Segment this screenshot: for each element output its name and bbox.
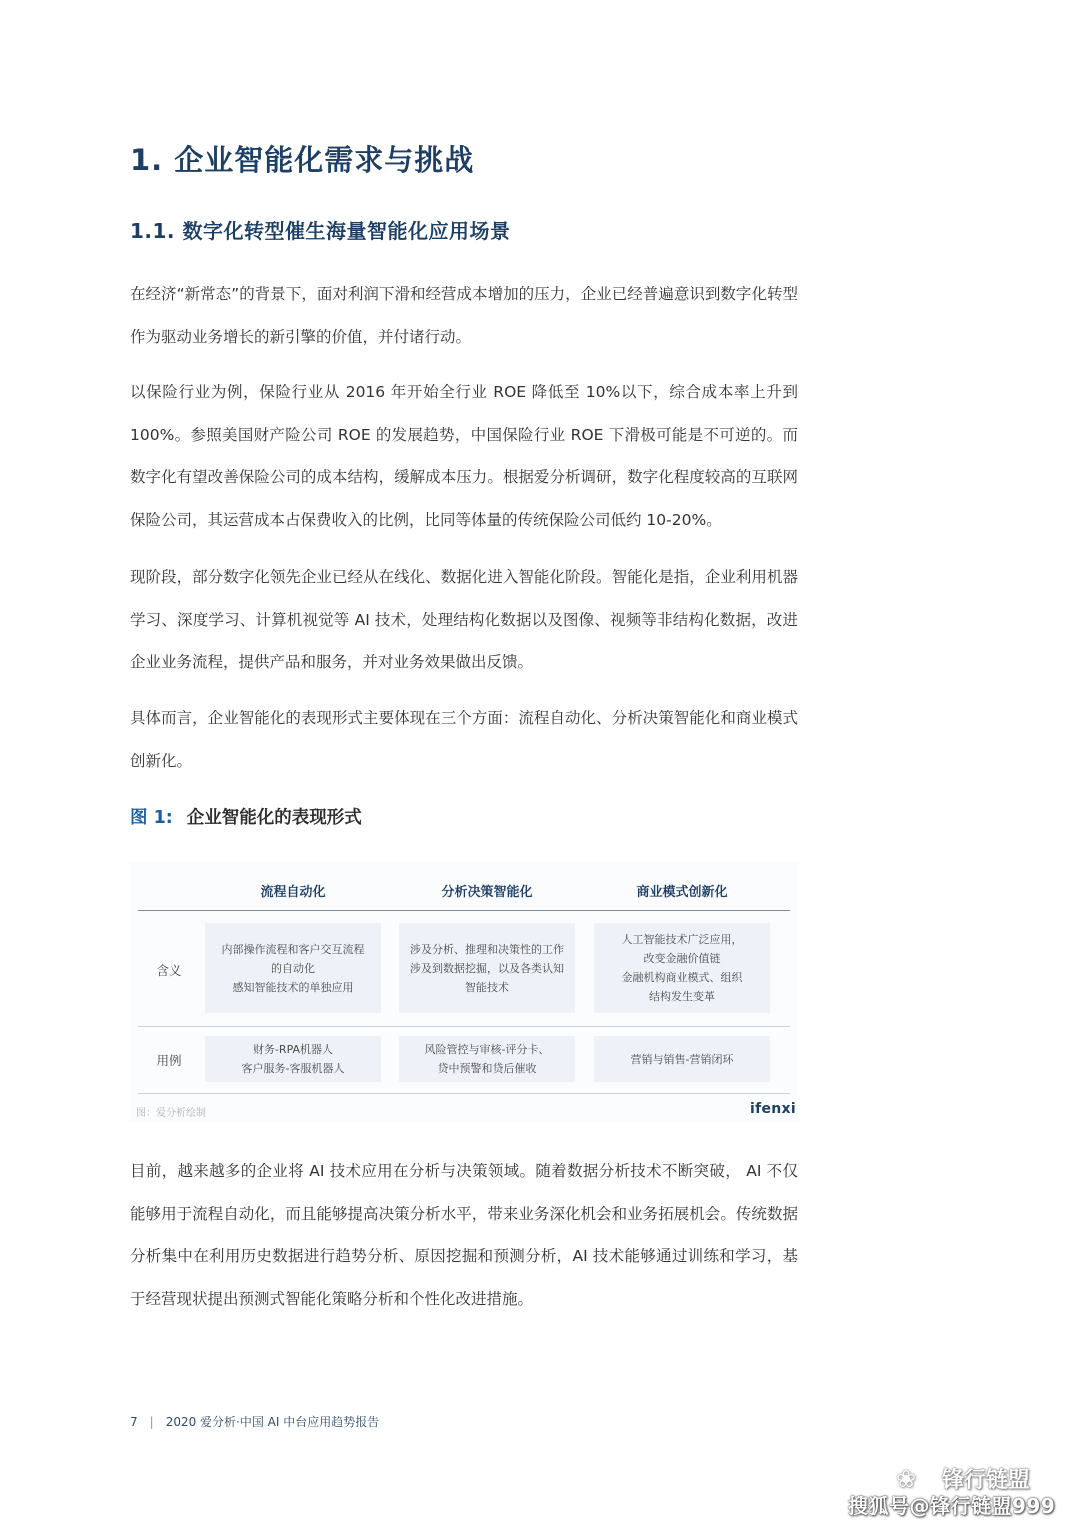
report-title: 2020 爱分析·中国 AI 中台应用趋势报告: [165, 1415, 380, 1429]
page-number: 7: [130, 1415, 138, 1429]
bottom-divider: [138, 1093, 790, 1094]
figure-table: [130, 862, 798, 1122]
row-divider: [138, 1026, 790, 1027]
watermark-account: 锋行链盟: [942, 1468, 1031, 1493]
row-label-use-case: 用例: [156, 1053, 182, 1068]
column-header-decision-intelligence: 分析决策智能化: [441, 885, 533, 900]
cell-meaning-business: 人工智能技术广泛应用， 改变金融价值链 金融机构商业模式、组织 结构发生变革: [594, 923, 770, 1013]
cell-meaning-process: 内部操作流程和客户交互流程 的自动化 感知智能技术的单独应用: [205, 923, 381, 1013]
watermark-source: 搜狐号@锋行链盟999: [848, 1494, 1056, 1518]
footer-separator: |: [149, 1415, 154, 1429]
header-divider: [138, 910, 790, 911]
figure-number: 图 1:: [130, 808, 173, 828]
cell-usecase-decision: 风险管控与审核-评分卡、 贷中预警和贷后催收: [399, 1036, 575, 1082]
subsection-heading: 1.1. 数字化转型催生海量智能化应用场景: [130, 219, 511, 243]
page-footer: [130, 1413, 379, 1430]
paragraph-digital-transformation: 在经济“新常态”的背景下，面对利润下滑和经营成本增加的压力，企业已经普遍意识到数字化转型作为驱动业务增长的新引擎的价值，并付诸行动。: [130, 285, 798, 346]
figure-source: 图：爱分析绘制: [136, 1108, 206, 1119]
cell-usecase-process: 财务-RPA机器人 客户服务-客服机器人: [205, 1036, 381, 1082]
column-header-process-automation: 流程自动化: [260, 885, 326, 900]
figure-caption: [130, 804, 362, 829]
paragraph-insurance-example: 以保险行业为例，保险行业从 2016 年开始全行业 ROE 降低至 10%以下，综合成本率上升到 100%。参照美国财产险公司 ROE 的发展趋势，中国保险行业 ROE 下滑极可能是不可逆的。而数字化有望改善保险公司的成本结构，缓解成本压力。根据爱分析调研，数字化程度较高的互联网保险公司，其运营成本占保费收入的比例，比同等体量的传统保险公司低约 10-20%。: [130, 383, 798, 529]
paragraph-intelligence-stage: 现阶段，部分数字化领先企业已经从在线化、数据化进入智能化阶段。智能化是指，企业利用机器学习、深度学习、计算机视觉等 AI 技术，处理结构化数据以及图像、视频等非结构化数据，改进企业业务流程，提供产品和服务，并对业务效果做出反馈。: [130, 568, 798, 671]
column-header-business-model-innovation: 商业模式创新化: [636, 885, 728, 900]
ifenxi-logo: ifenxi: [750, 1101, 796, 1117]
figure-title: 企业智能化的表现形式: [186, 808, 362, 828]
cell-usecase-business: 营销与销售-营销闭环: [594, 1036, 770, 1082]
paragraph-ai-decision: 目前，越来越多的企业将 AI 技术应用在分析与决策领域。随着数据分析技术不断突破， AI 不仅能够用于流程自动化，而且能够提高决策分析水平，带来业务深化机会和业务拓展机会。传统数据分析集中在利用历史数据进行趋势分析、原因挖掘和预测分析，AI 技术能够通过训练和学习，基于经营现状提出预测式智能化策略分析和个性化改进措施。: [130, 1162, 798, 1308]
cell-meaning-decision: 涉及分析、推理和决策性的工作 涉及到数据挖掘，以及各类认知 智能技术: [399, 923, 575, 1013]
wechat-icon: ❀: [896, 1465, 917, 1493]
paragraph-three-forms: 具体而言，企业智能化的表现形式主要体现在三个方面：流程自动化、分析决策智能化和商业模式创新化。: [130, 709, 798, 770]
section-heading: 1. 企业智能化需求与挑战: [130, 143, 475, 177]
row-label-meaning: 含义: [156, 963, 182, 978]
